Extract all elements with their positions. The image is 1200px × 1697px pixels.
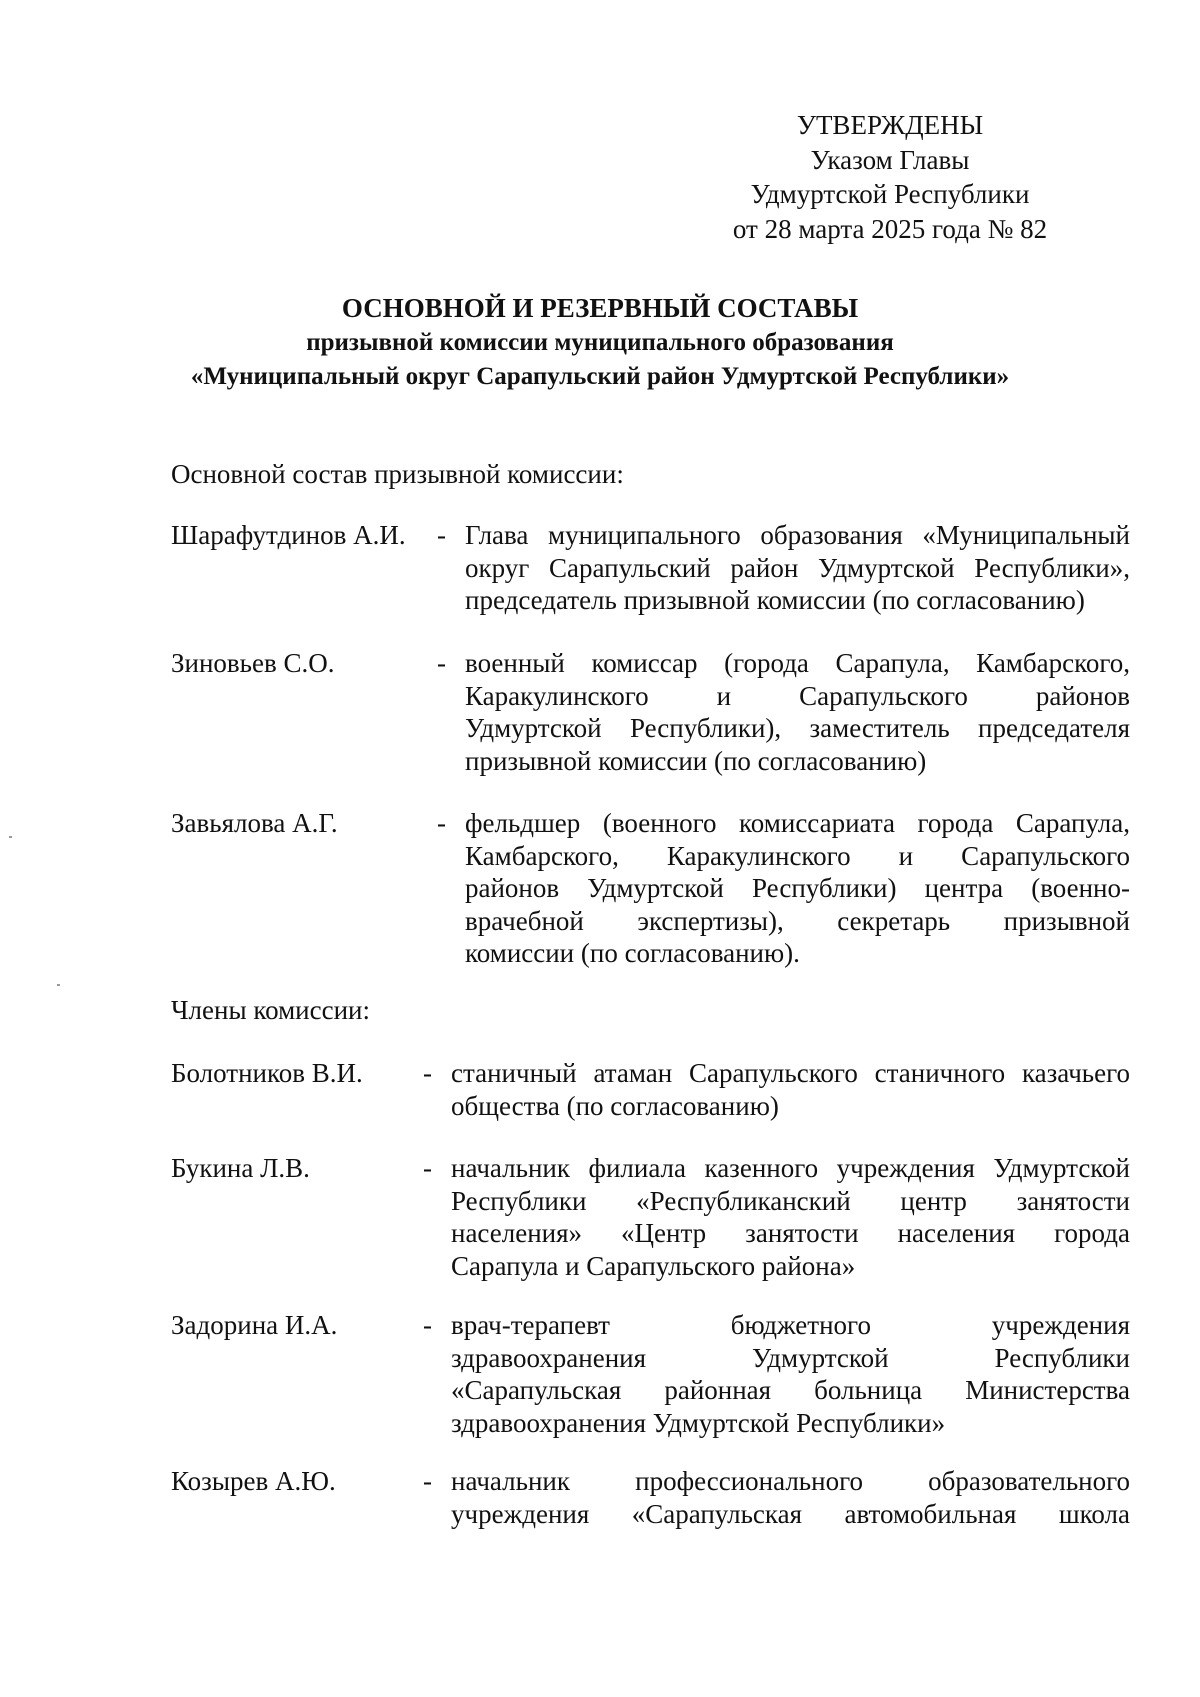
approval-stamp bbox=[700, 108, 1080, 246]
description-line: районов Удмуртской Республики) центра (военно- bbox=[465, 873, 1130, 903]
title-main: ОСНОВНОЙ И РЕЗЕРВНЫЙ СОСТАВЫ bbox=[341, 293, 859, 323]
description-line: общества (по согласованию) bbox=[451, 1090, 779, 1121]
approval-line-1: УТВЕРЖДЕНЫ bbox=[796, 110, 984, 140]
description-line: Сарапула и Сарапульского района» bbox=[451, 1250, 856, 1281]
member-name: Козырев А.Ю. bbox=[171, 1466, 336, 1496]
member-description bbox=[465, 519, 1130, 617]
member-description bbox=[451, 1057, 1130, 1122]
member-dash: - bbox=[437, 520, 446, 550]
member-dash: - bbox=[423, 1058, 432, 1088]
document-title bbox=[120, 290, 1080, 394]
member-name: Завьялова А.Г. bbox=[171, 808, 338, 838]
description-line: призывной комиссии (по согласованию) bbox=[465, 745, 927, 776]
description-line: комиссии (по согласованию). bbox=[465, 938, 800, 968]
member-dash: - bbox=[437, 808, 446, 838]
description-line: Глава муниципального образования «Муниципальный bbox=[465, 520, 1130, 550]
description-line: врачебной экспертизы), секретарь призывной bbox=[465, 905, 1130, 936]
description-line: Республики «Республиканский центр занятости bbox=[451, 1185, 1130, 1216]
description-line: «Сарапульская районная больница Министерства bbox=[451, 1375, 1130, 1405]
member-dash: - bbox=[423, 1310, 432, 1340]
approval-line-3: Удмуртской Республики bbox=[750, 179, 1030, 209]
approval-line-2: Указом Главы bbox=[810, 144, 970, 175]
description-line: Камбарского, Каракулинского и Сарапульского bbox=[465, 840, 1130, 871]
member-description bbox=[465, 807, 1130, 970]
member-dash: - bbox=[423, 1466, 432, 1496]
approval-line-4: от 28 марта 2025 года № 82 bbox=[732, 213, 1048, 244]
description-line: Удмуртской Республики), заместитель председателя bbox=[465, 713, 1130, 743]
description-line: учреждения «Сарапульская автомобильная школа bbox=[451, 1498, 1130, 1529]
main-section-label: Основной состав призывной комиссии: bbox=[171, 459, 624, 489]
description-line: здравоохранения Удмуртской Республики bbox=[451, 1342, 1130, 1373]
description-line: округ Сарапульский район Удмуртской Республики», bbox=[465, 552, 1130, 583]
member-name: Зиновьев С.О. bbox=[171, 648, 335, 678]
member-description bbox=[451, 1465, 1130, 1530]
member-dash: - bbox=[423, 1153, 432, 1183]
member-name: Букина Л.В. bbox=[171, 1153, 310, 1183]
member-name: Шарафутдинов А.И. bbox=[171, 520, 406, 550]
scan-speck bbox=[9, 836, 12, 838]
member-description bbox=[451, 1309, 1130, 1439]
member-description bbox=[465, 647, 1130, 777]
member-description bbox=[451, 1152, 1130, 1282]
members-section-label: Члены комиссии: bbox=[171, 995, 370, 1025]
title-subtitle-1: призывной комиссии муниципального образования bbox=[306, 329, 894, 356]
description-line: Каракулинского и Сарапульского районов bbox=[465, 680, 1130, 711]
description-line: председатель призывной комиссии (по согласованию) bbox=[465, 585, 1085, 615]
description-line: начальник профессионального образовательного bbox=[451, 1466, 1130, 1496]
member-name: Задорина И.А. bbox=[171, 1310, 338, 1340]
description-line: начальник филиала казенного учреждения Удмуртской bbox=[451, 1153, 1130, 1183]
member-name: Болотников В.И. bbox=[171, 1058, 363, 1088]
description-line: станичный атаман Сарапульского станичного казачьего bbox=[451, 1058, 1130, 1088]
description-line: врач-терапевт бюджетного учреждения bbox=[451, 1310, 1130, 1340]
description-line: населения» «Центр занятости населения города bbox=[451, 1218, 1130, 1248]
description-line: здравоохранения Удмуртской Республики» bbox=[451, 1407, 946, 1438]
description-line: военный комиссар (города Сарапула, Камбарского, bbox=[465, 648, 1130, 678]
member-dash: - bbox=[437, 648, 446, 678]
scan-speck bbox=[57, 984, 60, 986]
title-subtitle-2: «Муниципальный округ Сарапульский район Удмуртской Республики» bbox=[190, 363, 1010, 390]
description-line: фельдшер (военного комиссариата города Сарапула, bbox=[465, 808, 1130, 838]
